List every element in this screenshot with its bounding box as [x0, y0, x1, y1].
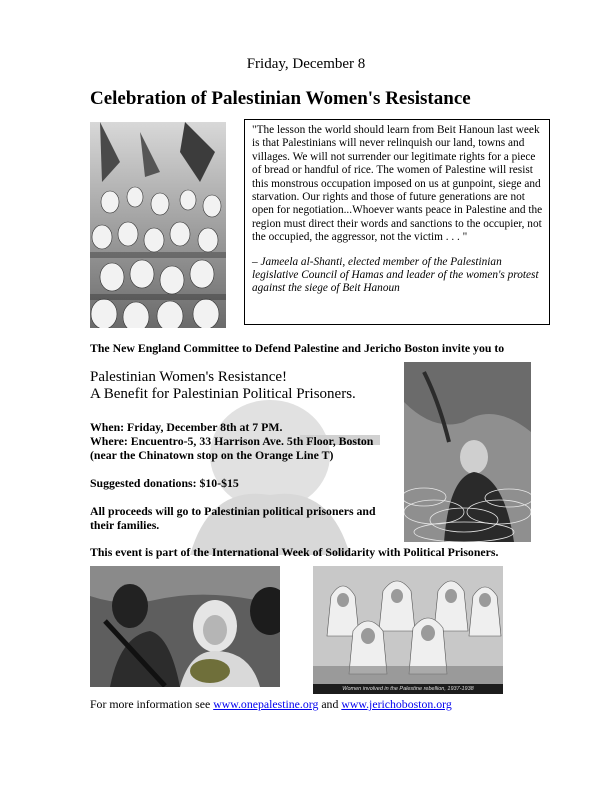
event-where: Where: Encuentro-5, 33 Harrison Ave. 5th Floor, Boston — [90, 434, 374, 448]
jerichoboston-link[interactable]: www.jerichoboston.org — [341, 697, 452, 711]
invitation-line: The New England Committee to Defend Palestine and Jericho Boston invite you to — [90, 341, 505, 355]
footer-prefix: For more information see — [90, 697, 211, 711]
event-proceeds-line1: All proceeds will go to Palestinian political prisoners and — [90, 504, 376, 518]
flyer-date: Friday, December 8 — [246, 56, 366, 72]
event-where-note: (near the Chinatown stop on the Orange Line T) — [90, 448, 334, 462]
quote-box — [244, 119, 550, 325]
event-proceeds-line2: their families. — [90, 518, 160, 532]
event-title-line2: A Benefit for Palestinian Political Prisoners. — [90, 386, 356, 402]
onepalestine-link[interactable]: www.onepalestine.org — [213, 697, 319, 711]
event-title-line1: Palestinian Women's Resistance! — [90, 369, 288, 385]
event-when: When: Friday, December 8th at 7 PM. — [90, 420, 283, 434]
quote-attribution: – Jameela al-Shanti, elected member of the Palestinian legislative Council of Hamas and leader of the women's protest against the siege of Beit Hanoun — [252, 255, 539, 295]
event-details — [90, 420, 376, 546]
historical-women-photo — [313, 566, 503, 684]
footer-info — [90, 697, 452, 712]
footer-conjunction: and — [321, 697, 339, 711]
historical-photo-caption: Women involved in the Palestine rebellion, 1937-1938 — [313, 684, 503, 694]
event-donation: Suggested donations: $10-$15 — [90, 476, 239, 490]
armed-women-photo — [90, 566, 280, 687]
barbed-wire-woman-photo — [404, 362, 531, 542]
protest-crowd-photo — [90, 122, 226, 328]
event-title — [90, 369, 356, 403]
solidarity-line: This event is part of the International Week of Solidarity with Political Prisoners. — [90, 545, 499, 559]
flyer-title: Celebration of Palestinian Women's Resistance — [90, 88, 471, 109]
quote-text: "The lesson the world should learn from Beit Hanoun last week is that Palestinians will never relinquish our land, towns and villages. We will not surrender our legitimate rights for a piece of bread or handful of rice. The women of Palestine will resist this monstrous occupation imposed on us at gunpoint, siege and starvation. Our rights and those of future generations are not open for negotiation...Whoever wants peace in Palestine and the region must direct their words and sanctions to the occupier, not the occupied, the aggressor, not the victim . . . " — [252, 124, 543, 244]
